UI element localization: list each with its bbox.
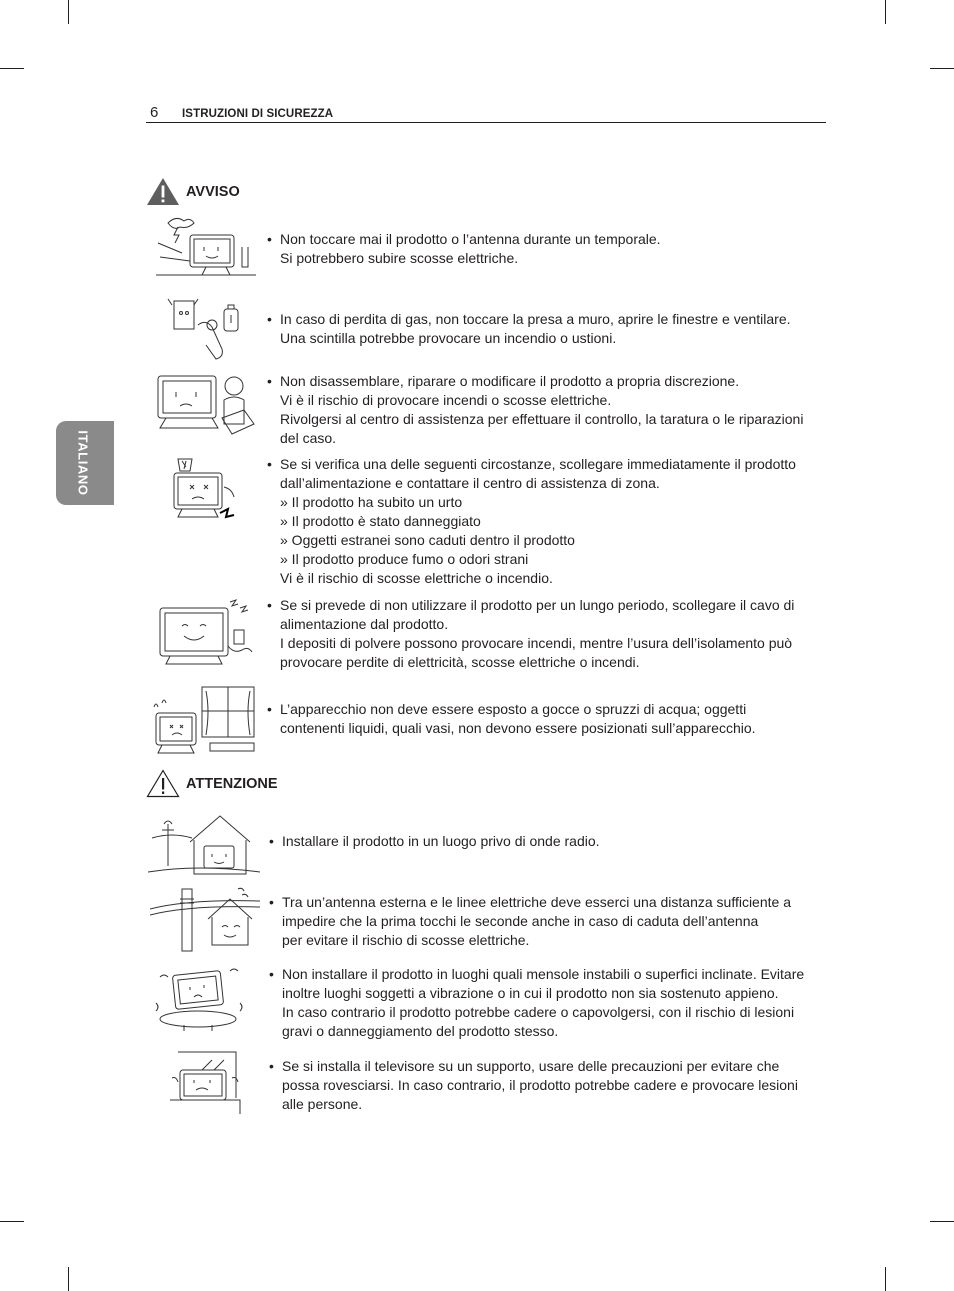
bullet: •	[269, 833, 274, 849]
bullet: •	[267, 597, 272, 613]
antenna-power-line-illustration	[150, 885, 260, 955]
warning-text: • Se si prevede di non utilizzare il prodotto per un lungo periodo, scollegare il cavo di alimentazione dal prodotto. I depositi di polvere possono provocare incendi, mentre l’usura dell’isolamento può provocare perdite di elettricità, scosse elettriche o incendi.	[267, 597, 795, 670]
gas-leak-outlet-illustration	[164, 295, 244, 361]
crop-mark	[0, 68, 24, 69]
crop-mark	[68, 0, 69, 24]
bullet: •	[267, 456, 272, 472]
thunderstorm-antenna-illustration	[150, 213, 260, 281]
crop-mark	[68, 1267, 69, 1291]
unstable-surface-illustration	[154, 963, 244, 1033]
crop-mark	[885, 0, 886, 24]
radio-waves-house-illustration	[148, 812, 260, 880]
language-tab	[56, 421, 114, 505]
language-tab-label: ITALIANO	[75, 430, 91, 496]
damaged-product-illustration	[164, 457, 244, 525]
stand-precaution-illustration	[166, 1050, 246, 1118]
warning-filled-icon	[146, 177, 180, 206]
crop-mark	[930, 1221, 954, 1222]
attenzione-title: ATTENZIONE	[186, 775, 278, 792]
water-splash-illustration	[150, 683, 260, 757]
warning-text: • L’apparecchio non deve essere esposto a gocce o spruzzi di acqua; oggetti contenenti liquidi, quali vasi, non devono essere posizionati sull’apparecchio.	[267, 701, 756, 736]
section-title: ISTRUZIONI DI SICUREZZA	[182, 108, 334, 120]
warning-text: • In caso di perdita di gas, non toccare la presa a muro, aprire le finestre e ventilare. Una scintilla potrebbe provocare un incendio o ustioni.	[267, 311, 791, 346]
bullet: •	[267, 231, 272, 247]
bullet: •	[269, 966, 274, 982]
warning-outline-icon	[146, 769, 180, 798]
caution-text: • Installare il prodotto in un luogo privo di onde radio.	[269, 833, 600, 849]
attenzione-heading	[146, 769, 278, 798]
disassemble-repair-illustration	[152, 370, 256, 440]
warning-text: • Se si verifica una delle seguenti circostanze, scollegare immediatamente il prodotto dall’alimentazione e contattare il centro di assistenza di zona. » Il prodotto ha subito un urto » Il prodotto è stato danneggiato » Oggetti estranei sono caduti dentro il prodotto » Il prodotto produce fumo o odori strani Vi è il rischio di scosse elettriche o incendio.	[267, 456, 796, 586]
crop-mark	[0, 1221, 24, 1222]
crop-mark	[930, 68, 954, 69]
page-header	[146, 104, 826, 123]
bullet: •	[267, 311, 272, 327]
bullet: •	[269, 1058, 274, 1074]
caution-text: • Se si installa il televisore su un supporto, usare delle precauzioni per evitare che possa rovesciarsi. In caso contrario, il prodotto potrebbe cadere e provocare lesioni alle persone.	[269, 1058, 798, 1112]
warning-text: • Non toccare mai il prodotto o l’antenna durante un temporale. Si potrebbero subire scosse elettriche.	[267, 231, 661, 266]
bullet: •	[267, 373, 272, 389]
crop-mark	[885, 1267, 886, 1291]
warning-text: • Non disassemblare, riparare o modificare il prodotto a propria discrezione. Vi è il rischio di provocare incendi o scosse elettriche. Rivolgersi al centro di assistenza per effettuare il controllo, la taratura o le riparazioni del caso.	[267, 373, 804, 446]
caution-text: • Tra un’antenna esterna e le linee elettriche deve esserci una distanza sufficiente a impedire che la prima tocchi le seconde anche in caso di caduta dell’antenna per evitare il rischio di scosse elettriche.	[269, 894, 791, 948]
unplug-long-period-illustration	[156, 598, 256, 668]
caution-text: • Non installare il prodotto in luoghi quali mensole instabili o superfici inclinate. Evitare inoltre luoghi soggetti a vibrazione o in cui il prodotto non sia sostenuto appieno. In caso contrario il prodotto potrebbe cadere o capovolgersi, con il rischio di lesioni gravi o danneggiamento del prodotto stesso.	[269, 966, 805, 1039]
avviso-heading	[146, 177, 240, 206]
avviso-title: AVVISO	[186, 183, 240, 200]
bullet: •	[267, 701, 272, 717]
page-number: 6	[150, 104, 159, 121]
bullet: •	[269, 894, 274, 910]
